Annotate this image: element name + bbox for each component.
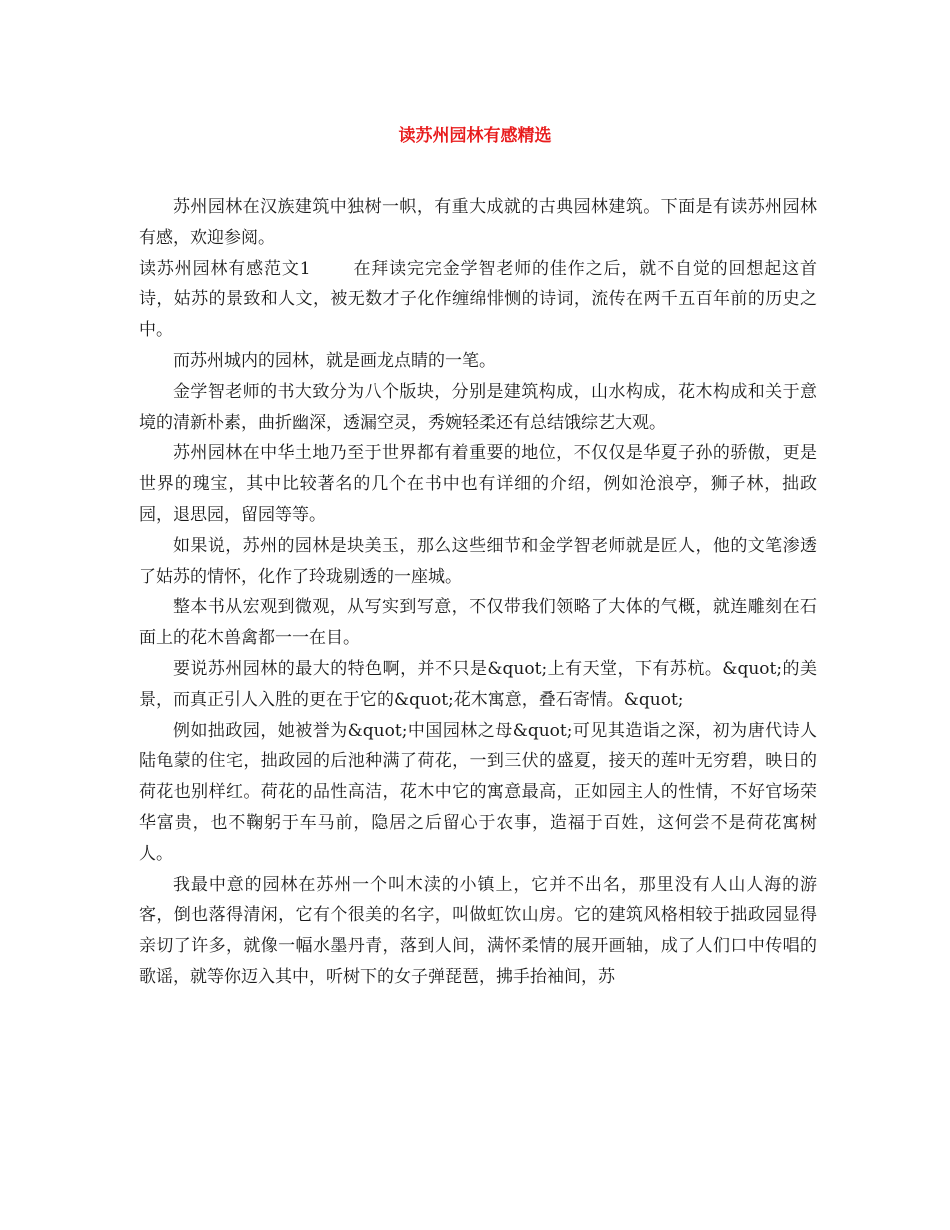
body-paragraph: 如果说，苏州的园林是块美玉，那么这些细节和金学智老师就是匠人，他的文笔渗透了姑苏的情怀，化作了玲珑剔透的一座城。 bbox=[139, 535, 817, 587]
body-paragraph: 要说苏州园林的最大的特色啊，并不只是&quot;上有天堂，下有苏杭。&quot;的美景，而真正引人入胜的更在于它的&quot;花木寓意，叠石寄情。&quot; bbox=[139, 658, 817, 710]
body-paragraph: 苏州园林在中华土地乃至于世界都有着重要的地位，不仅仅是华夏子孙的骄傲，更是世界的瑰宝，其中比较著名的几个在书中也有详细的介绍，例如沧浪亭，狮子林，拙政园，退思园，留园等等。 bbox=[139, 443, 817, 525]
document-title: 读苏州园林有感精选 bbox=[398, 126, 552, 146]
body-paragraph: 我最中意的园林在苏州一个叫木渎的小镇上，它并不出名，那里没有人山人海的游客，倒也落得清闲，它有个很美的名字，叫做虹饮山房。它的建筑风格相较于拙政园显得亲切了许多，就像一幅水墨丹青，落到人间，满怀柔情的展开画轴，成了人们口中传唱的歌谣，就等你迈入其中，听树下的女子弹琵琶，拂手抬袖间，苏 bbox=[139, 874, 817, 987]
intro-paragraph: 苏州园林在汉族建筑中独树一帜，有重大成就的古典园林建筑。下面是有读苏州园林有感，欢迎参阅。 bbox=[139, 197, 817, 248]
body-paragraph: 金学智老师的书大致分为八个版块，分别是建筑构成，山水构成，花木构成和关于意境的清新朴素，曲折幽深，透漏空灵，秀婉轻柔还有总结饿综艺大观。 bbox=[139, 381, 817, 433]
sample-paragraph-1 bbox=[139, 254, 817, 346]
sample-heading: 读苏州园林有感范文1 bbox=[139, 258, 311, 279]
body-paragraph: 而苏州城内的园林，就是画龙点睛的一笔。 bbox=[173, 350, 496, 371]
paragraph-text: 在拜读完完金学智老师的佳作之后，就不自觉的回想起这首诗，姑苏的景致和人文，被无数才子化作缠绵悱恻的诗词，流传在两千五百年前的历史之中。 bbox=[139, 258, 817, 341]
body-paragraph: 整本书从宏观到微观，从写实到写意，不仅带我们领略了大体的气概，就连雕刻在石面上的花木兽禽都一一在目。 bbox=[139, 597, 817, 649]
body-paragraph: 例如拙政园，她被誉为&quot;中国园林之母&quot;可见其造诣之深，初为唐代诗人陆龟蒙的住宅，拙政园的后池种满了荷花，一到三伏的盛夏，接天的莲叶无穷碧，映日的荷花也别样红。荷花的品性高洁，花木中它的寓意最高，正如园主人的性情，不好官场荣华富贵，也不鞠躬于车马前，隐居之后留心于农事，造福于百姓，这何尝不是荷花寓树人。 bbox=[139, 720, 817, 864]
document-body bbox=[139, 192, 817, 993]
